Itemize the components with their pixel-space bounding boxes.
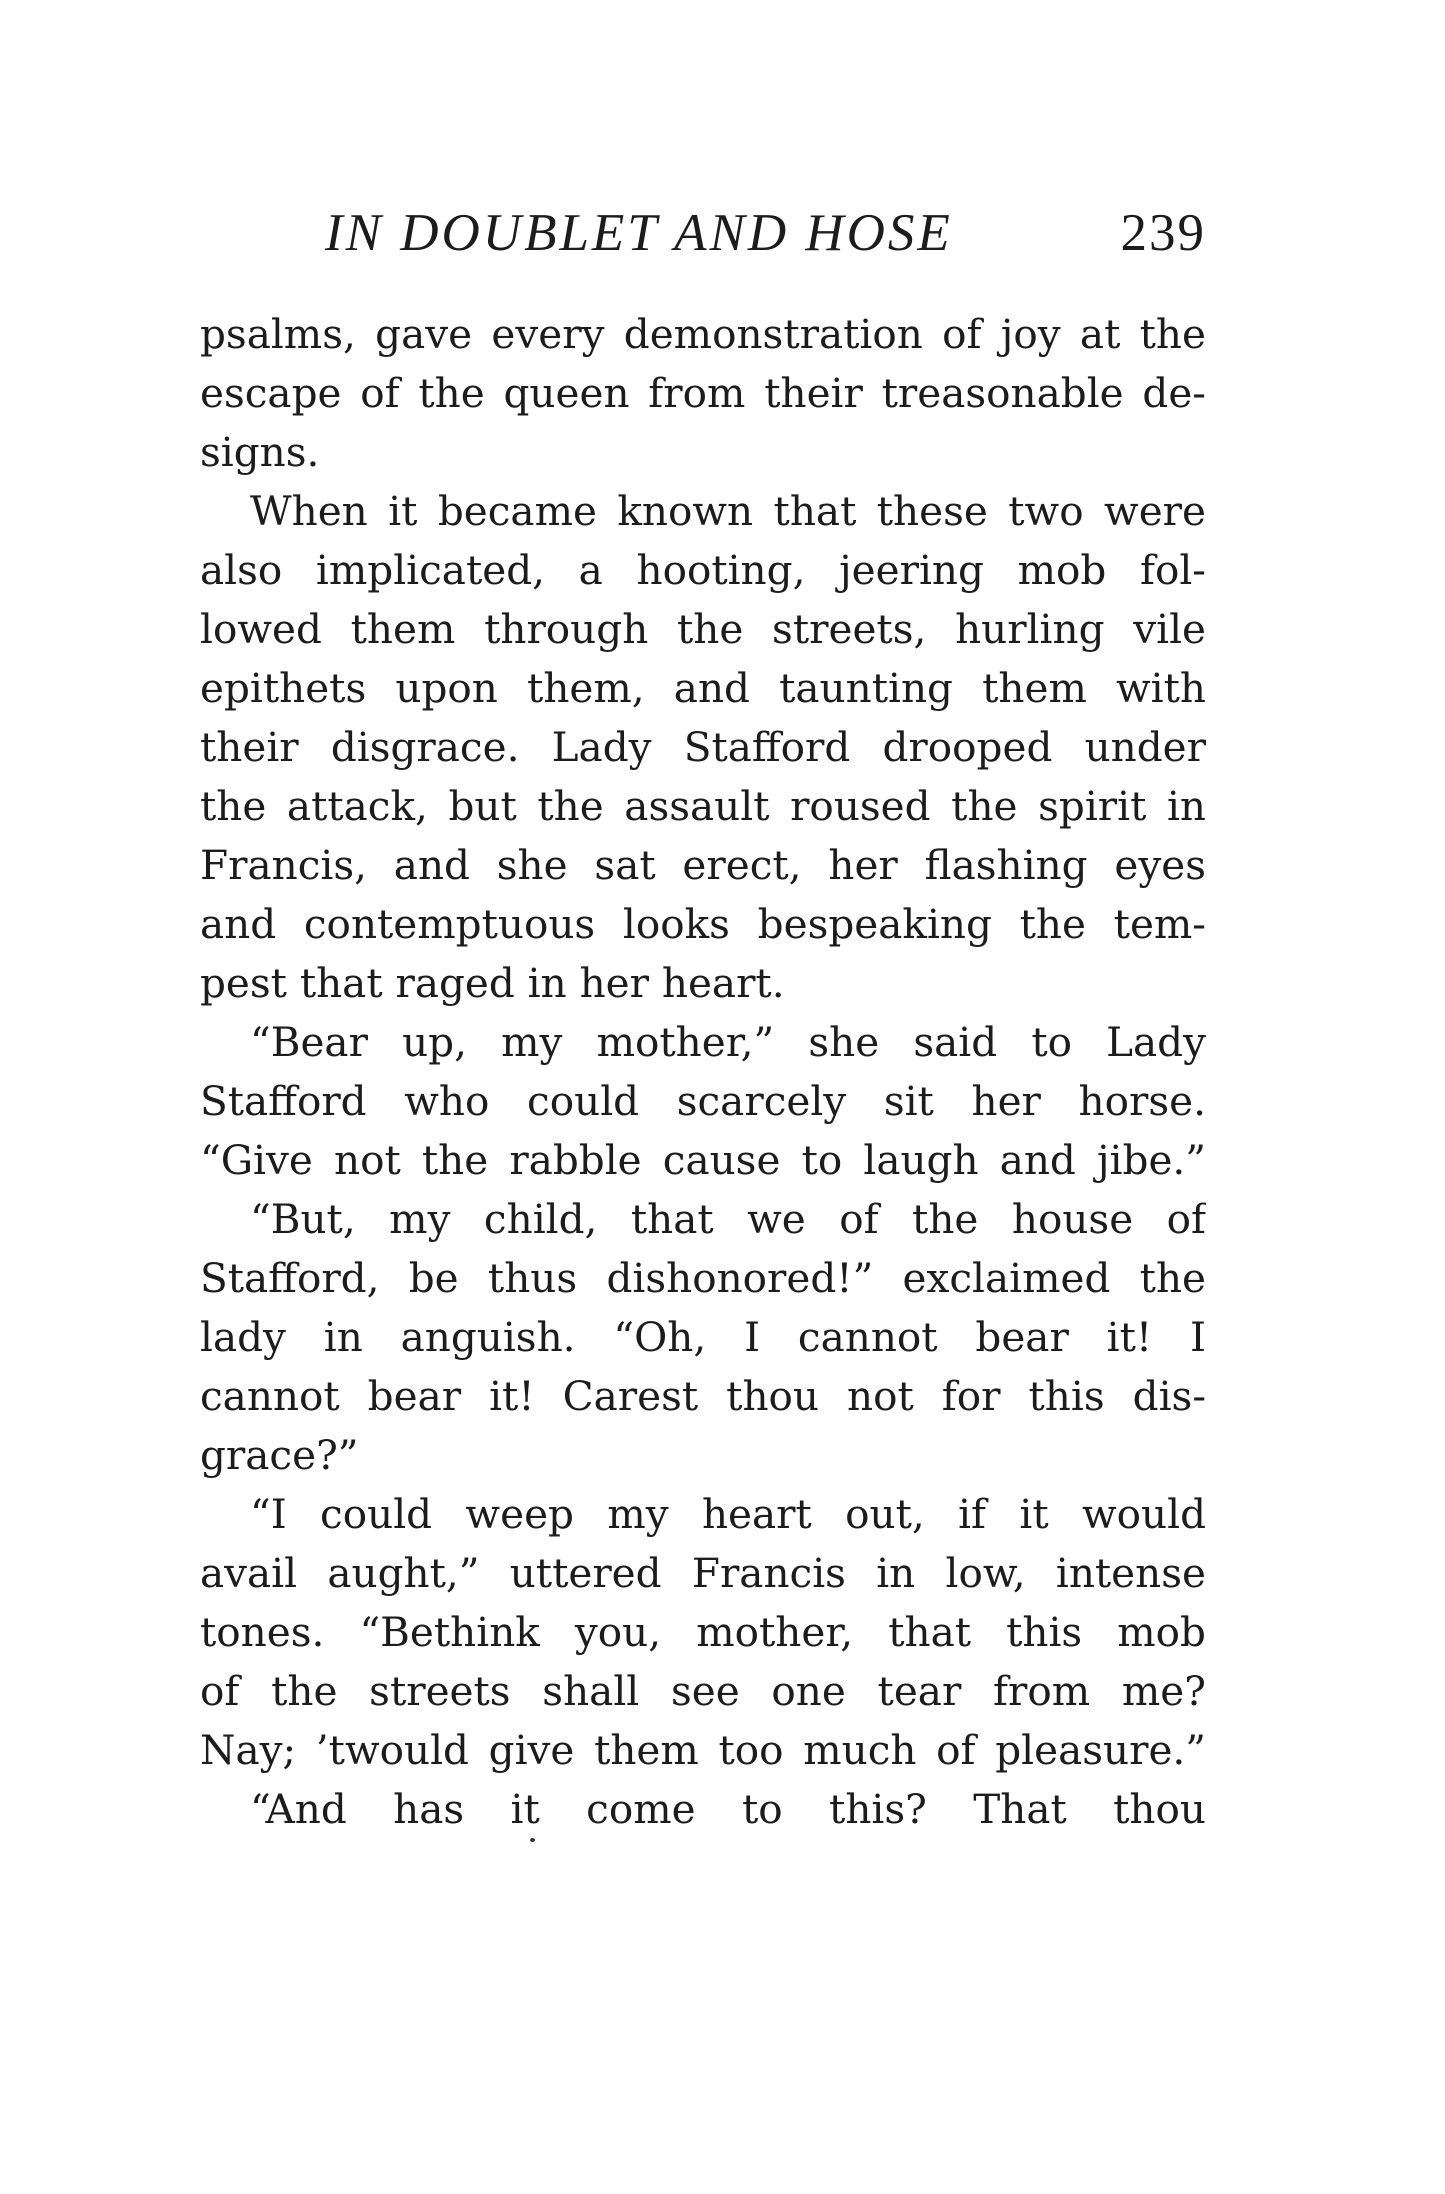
text-line: cannot bear it! Carest thou not for this dis- [200, 1372, 1206, 1420]
text-line: and contemptuous looks bespeaking the tem- [200, 900, 1206, 948]
text-line: grace?” [200, 1431, 359, 1479]
running-title: IN DOUBLET AND HOSE [325, 204, 953, 262]
text-line: tones. “Bethink you, mother, that this mob [200, 1608, 1206, 1656]
text-line: “I could weep my heart out, if it would [250, 1490, 1206, 1538]
text-line: the attack, but the assault roused the spirit in [200, 782, 1206, 830]
print-speck [530, 1838, 538, 1844]
ink-speck [530, 1838, 535, 1842]
text-line: of the streets shall see one tear from me? [200, 1667, 1206, 1715]
text-line: lowed them through the streets, hurling vile [200, 605, 1206, 653]
text-line: Stafford, be thus dishonored!” exclaimed the [200, 1254, 1206, 1302]
text-line: Francis, and she sat erect, her flashing eyes [200, 841, 1206, 889]
text-line: “But, my child, that we of the house of [250, 1195, 1206, 1243]
text-line: “Give not the rabble cause to laugh and jibe.” [200, 1136, 1206, 1184]
text-line: signs. [200, 428, 320, 476]
body-text [200, 305, 1206, 1839]
text-line: “Bear up, my mother,” she said to Lady [250, 1018, 1206, 1066]
page-header [200, 198, 1206, 268]
text-line: epithets upon them, and taunting them with [200, 664, 1206, 712]
text-line: “And has it come to this? That thou [250, 1785, 1206, 1833]
text-line: Stafford who could scarcely sit her horse. [200, 1077, 1206, 1125]
page-number: 239 [1120, 204, 1206, 262]
text-line: pest that raged in her heart. [200, 959, 785, 1007]
text-line: escape of the queen from their treasonable de- [200, 369, 1206, 417]
text-line: psalms, gave every demonstration of joy at the [200, 310, 1206, 358]
text-line: also implicated, a hooting, jeering mob fol- [200, 546, 1206, 594]
text-line: Nay; ’twould give them too much of pleasure.” [200, 1726, 1206, 1774]
text-line: lady in anguish. “Oh, I cannot bear it! I [200, 1313, 1206, 1361]
text-line: their disgrace. Lady Stafford drooped under [200, 723, 1206, 771]
text-line: When it became known that these two were [250, 487, 1206, 535]
text-line: avail aught,” uttered Francis in low, intense [200, 1549, 1206, 1597]
